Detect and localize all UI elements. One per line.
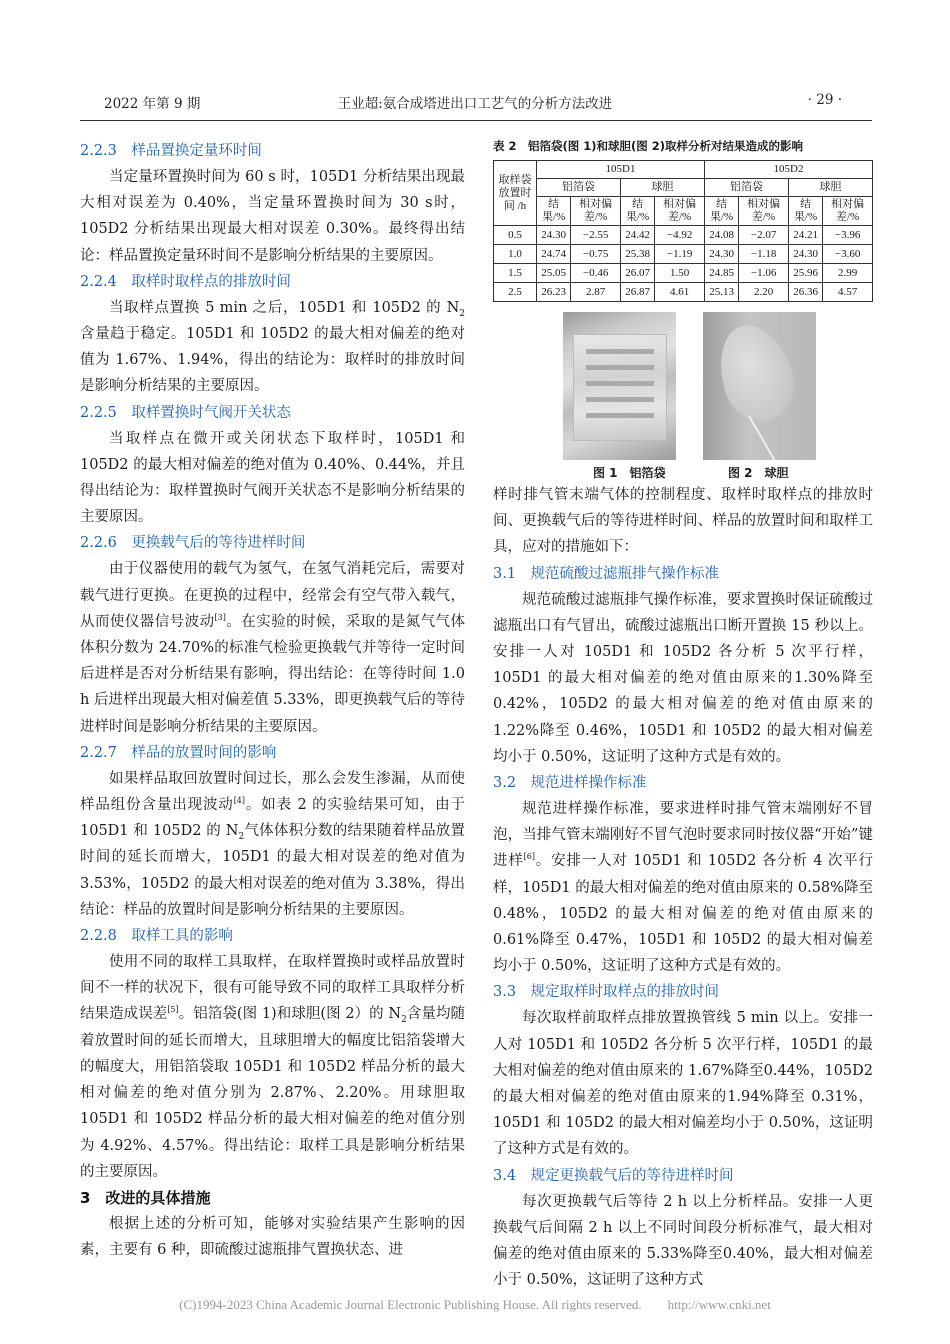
table-cell: −1.18 [739, 245, 789, 264]
table-cell: 25.13 [704, 283, 738, 302]
table-cell: 25.05 [537, 264, 571, 283]
table-header-105d2: 105D2 [704, 161, 872, 179]
section-2-2-7-text: 如果样品取回放置时间过长，那么会发生渗漏，从而使样品组份含量出现波动[4]。如表 2 的实验结果可知，由于 105D1 和 105D2 的 $N_2$气体体积分数的结果随着样品放置时间的延长而增大，105D1 的最大相对误差的绝对值为 3.53%，105D2 的最大相对误差的绝对值为 3.38%，得出结论：样品的放置时间是影响分析结果的主要原因。 [80, 770, 466, 918]
section-2-2-8-title: 2.2.8 取样工具的影响 [80, 928, 233, 945]
rubber-bladder-photo [703, 312, 816, 460]
table-cell: 0.5 [494, 226, 537, 245]
section-3-continued-text: 样时排气管末端气体的控制程度、取样时取样点的排放时间、更换载气后的等待进样时间、样品的放置时间和取样工具，应对的措施如下： [493, 487, 873, 556]
table-cell: −1.06 [739, 264, 789, 283]
section-2-2-5-text: 当取样点在微开或关闭状态下取样时，105D1 和105D2 的最大相对偏差的绝对值为 0.40%、0.44%，并且得出结论为：取样置换时气阀开关状态不是影响分析结果的主要原因。 [80, 430, 465, 526]
table-row [494, 245, 873, 264]
table-header-deviation: 相对偏差/% [571, 197, 621, 226]
issue-label: 2022 年第 9 期 [104, 96, 201, 112]
table-cell: 24.85 [704, 264, 738, 283]
table-row [494, 283, 873, 302]
table-header-result: 结果/% [537, 197, 571, 226]
section-2-2-3-title: 2.2.3 样品置换定量环时间 [80, 143, 262, 159]
table-cell: 26.07 [620, 264, 654, 283]
running-header [80, 92, 870, 116]
section-3-3-text: 每次取样前取样点排放置换管线 5 min 以上。安排一人对 105D1 和 105D2 各分析 5 次平行样，105D1 的最大相对偏差的绝对值由原来的 1.67%降至0.44%，105D2 的最大相对偏差的绝对值由原来的1.94%降至 0.31%，105D1 和 105D2 的最大相对偏差均小于 0.50%，这证明了这种方式是有效的。 [493, 1010, 873, 1158]
table-cell: 26.87 [620, 283, 654, 302]
table-cell: 2.20 [739, 283, 789, 302]
table-cell: 4.61 [655, 283, 705, 302]
table-header-deviation: 相对偏差/% [655, 197, 705, 226]
section-2-2-6-text: 由于仪器使用的载气为氢气，在氢气消耗完后，需要对载气进行更换。在更换的过程中，经常会有空气带入载气，从而使仪器信号波动[3]。在实验的时候，采取的是氮气气体体积分数为 24.70%的标准气检验更换载气并等待一定时间后进样是否对分析结果有影响，得出结论：在等待时间 1.0 h 后进样出现最大相对偏差值 5.33%，即更换载气后的等待进样时间是影响分析结果的主要原因。 [80, 561, 465, 735]
table-cell: −3.96 [823, 226, 873, 245]
table-cell: −0.46 [571, 264, 621, 283]
table-cell: 24.30 [704, 245, 738, 264]
section-2-2-4-text: 当取样点置换 5 min 之后，105D1 和 105D2 的 $N_2$含量趋于稳定。105D1 和 105D2 的最大相对偏差的绝对值为 1.67%、1.94%，得出的结论为：取样时的排放时间是影响分析结果的主要原因。 [80, 299, 465, 395]
table-cell: −2.55 [571, 226, 621, 245]
page-number: · 29 · [807, 92, 842, 108]
table-cell: 1.5 [494, 264, 537, 283]
table-cell: 25.38 [620, 245, 654, 264]
section-3-4-title: 3.4 规定更换载气后的等待进样时间 [493, 1167, 734, 1184]
left-column [80, 138, 465, 1263]
aluminum-foil-bag-photo [563, 312, 676, 460]
table-cell: 24.08 [704, 226, 738, 245]
table-cell: −3.60 [823, 245, 873, 264]
table-row [494, 264, 873, 283]
table-header-deviation: 相对偏差/% [823, 197, 873, 226]
table-cell: 2.99 [823, 264, 873, 283]
table-cell: −2.07 [739, 226, 789, 245]
article-title: 王业超:氨合成塔进出口工艺气的分析方法改进 [337, 96, 613, 112]
section-2-2-7-title: 2.2.7 样品的放置时间的影响 [80, 744, 277, 761]
table-cell: 26.36 [788, 283, 822, 302]
table-2 [493, 160, 873, 302]
section-3-1-text: 规范硫酸过滤瓶排气操作标准，要求置换时保证硫酸过滤瓶出口有气冒出，硫酸过滤瓶出口断开置换 15 秒以上。安排一人对 105D1 和 105D2 各分析 5 次平行样，105D1 的最大相对偏差的绝对值由原来的1.30%降至 0.42%，105D2 的最大相对偏差的绝对值由原来的 1.22%降至 0.46%，105D1 和 105D2 的最大相对偏差均小于 0.50%，这证明了这种方式是有效的。 [493, 591, 873, 765]
table-header-105d1: 105D1 [537, 161, 705, 179]
table-header-tool: 球胆 [788, 179, 872, 197]
section-3-2-title: 3.2 规范进样操作标准 [493, 775, 647, 792]
figure-1-caption: 图 1 铝箔袋 [593, 466, 666, 480]
table-cell: 24.42 [620, 226, 654, 245]
section-3-3-title: 3.3 规定取样时取样点的排放时间 [493, 984, 720, 1001]
section-3-1-title: 3.1 规范硫酸过滤瓶排气操作标准 [493, 565, 720, 582]
section-3-title: 3 改进的具体措施 [80, 1188, 211, 1207]
table-cell: 1.50 [655, 264, 705, 283]
table-cell: 24.21 [788, 226, 822, 245]
table-header-tool: 球胆 [620, 179, 704, 197]
table-header-result: 结果/% [704, 197, 738, 226]
table-cell: 25.96 [788, 264, 822, 283]
table-header-tool: 铝箔袋 [704, 179, 788, 197]
figures [493, 312, 873, 462]
table-header-time: 取样袋放置时间 /h [494, 161, 537, 226]
header-rule [80, 120, 872, 121]
table-header-result: 结果/% [788, 197, 822, 226]
table-header-tool: 铝箔袋 [537, 179, 621, 197]
table-cell: −0.75 [571, 245, 621, 264]
section-2-2-8-text: 使用不同的取样工具取样，在取样置换时或样品放置时间不一样的状况下，很有可能导致不同的取样工具取样分析结果造成误差[5]。铝箔袋(图 1)和球胆(图 2）的 $N_2$含量均随着放置时间的延长而增大，且球胆增大的幅度比铝箔袋增大的幅度大，用铝箔袋取 105D1 和 105D2 样品分析的最大相对偏差的绝对值分别为 2.87%、2.20%。用球胆取 105D1 和 105D2 样品分析的最大相对偏差的绝对值分别为 4.92%、4.57%。得出结论：取样工具是影响分析结果的主要原因。 [80, 954, 466, 1180]
table-cell: 24.30 [788, 245, 822, 264]
figure-captions [493, 462, 873, 482]
table-cell: 1.0 [494, 245, 537, 264]
table-cell: 24.30 [537, 226, 571, 245]
section-3-2-text: 规范进样操作标准，要求进样时排气管末端刚好不冒泡，当排气管末端刚好不冒气泡时要求同时按仪器“开始”键进样[6]。安排一人对 105D1 和 105D2 各分析 4 次平行样，105D1 的最大相对偏差的绝对值由原来的 0.58%降至 0.48%，105D2 的最大相对偏差的绝对值由原来的 0.61%降至 0.47%，105D1 和 105D2 的最大相对偏差均小于 0.50%，这证明了这种方式是有效的。 [493, 801, 873, 975]
table-cell: −1.19 [655, 245, 705, 264]
table-cell: −4.92 [655, 226, 705, 245]
table-row [494, 226, 873, 245]
copyright-footer: (C)1994-2023 China Academic Journal Electronic Publishing House. All rights reserved. http://www.cnki.net [179, 1297, 771, 1312]
section-3-text: 根据上述的分析可知，能够对实验结果产生影响的因素，主要有 6 种，即硫酸过滤瓶排气置换状态、进 [80, 1215, 465, 1259]
section-2-2-4-title: 2.2.4 取样时取样点的排放时间 [80, 273, 291, 290]
table-cell: 4.57 [823, 283, 873, 302]
table-header-result: 结果/% [620, 197, 654, 226]
right-column [493, 138, 873, 1293]
table-cell: 26.23 [537, 283, 571, 302]
table-header-deviation: 相对偏差/% [739, 197, 789, 226]
table-cell: 2.5 [494, 283, 537, 302]
table-cell: 2.87 [571, 283, 621, 302]
table-2-caption: 表 2 铝箔袋(图 1)和球胆(图 2)取样分析对结果造成的影响 [493, 139, 804, 153]
section-3-4-text: 每次更换载气后等待 2 h 以上分析样品。安排一人更换载气后间隔 2 h 以上不同时间段分析标准气，最大相对偏差的绝对值由原来的 5.33%降至0.40%，最大相对偏差小于 0.50%，这证明了这种方式 [493, 1193, 873, 1289]
table-cell: 24.74 [537, 245, 571, 264]
section-2-2-3-text: 当定量环置换时间为 60 s 时，105D1 分析结果出现最大相对误差为 0.40%，当定量环置换时间为 30 s时，105D2 分析结果出现最大相对误差 0.30%。最终得出结论：样品置换定量环时间不是影响分析结果的主要原因。 [80, 169, 465, 264]
section-2-2-6-title: 2.2.6 更换载气后的等待进样时间 [80, 535, 306, 552]
section-2-2-5-title: 2.2.5 取样置换时气阀开关状态 [80, 404, 291, 421]
figure-2-caption: 图 2 球胆 [728, 466, 789, 480]
